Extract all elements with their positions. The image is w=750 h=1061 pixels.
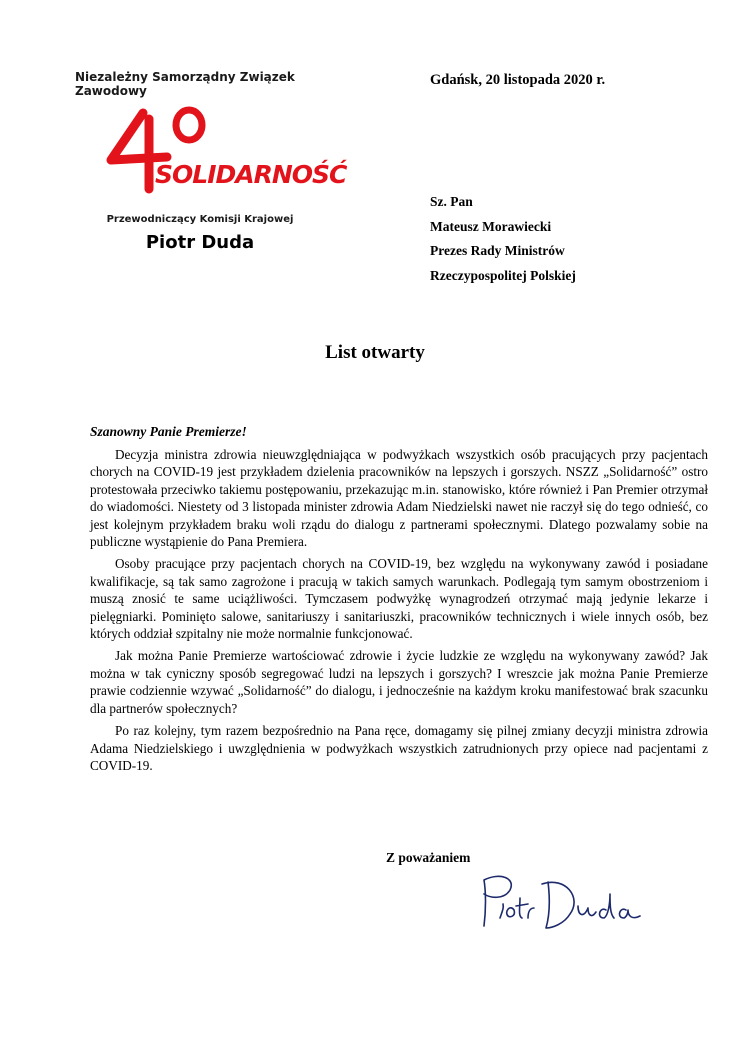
logo-wordmark: SOLIDARNOŚĆ [155, 160, 347, 189]
organization-name: Niezależny Samorządny Związek Zawodowy [75, 70, 295, 98]
recipient-line: Rzeczypospolitej Polskiej [430, 267, 576, 283]
recipient-line: Sz. Pan [430, 194, 473, 209]
letter-title: List otwarty [325, 342, 425, 363]
recipient-block [430, 194, 576, 292]
letter-body [90, 446, 708, 779]
body-paragraph: Jak można Panie Premierze wartościować zdrowie i życie ludzkie ze względu na wykonywany zawód? Jak można w tak cyniczny sposób segregować ludzi na lepszych i gorszych? I wreszcie jak można Panie Premierze prawie codziennie wzywać „Solidarność” do dialogu, i jednocześnie na każdym kroku manifestować brak szacunku dla partnerów społecznych? [90, 648, 708, 716]
recipient-line: Prezes Rady Ministrów [430, 243, 565, 258]
body-paragraph: Osoby pracujące przy pacjentach chorych na COVID-19, bez względu na wykonywany zawód i posiadane kwalifikacje, są tak samo zagrożone i pracują w takich samych warunkach. Podlegają tym samym obostrzeniom i muszą znosić te same uciążliwości. Tymczasem podwyżkę wynagrodzeń otrzymać mają jedynie lekarze i pielęgniarki. Pominięto salowe, sanitariuszy i sanitariuszki, pracowników technicznych i wiele innych osób, bez których oddział szpitalny nie może normalnie funkcjonować. [90, 556, 708, 642]
body-paragraph: Decyzja ministra zdrowia nieuwzględniająca w podwyżkach wszystkich osób pracujących przy pacjentach chorych na COVID-19 jest przykładem dzielenia pracowników na lepszych i gorszych. NSZZ „Solidarność” ostro protestowała przeciwko takiemu postępowaniu, przekazując m.in. stanowisko, które również i Pan Premier otrzymał do wiadomości. Niestety od 3 listopada minister zdrowia Adam Niedzielski nawet nie raczył się do tego odnieść, co jest kolejnym przykładem braku woli rządu do dialogu z partnerami społecznymi. Dlatego pozwalamy sobie na publiczne wystąpienie do Pana Premiera. [90, 447, 708, 550]
chair-title: Przewodniczący Komisji Krajowej [106, 214, 294, 225]
solidarnosc-40-logo [103, 105, 347, 200]
salutation: Szanowny Panie Premierze! [90, 424, 247, 439]
recipient-line: Mateusz Morawiecki [430, 218, 552, 234]
body-paragraph: Po raz kolejny, tym razem bezpośrednio na Pana ręce, domagamy się pilnej zmiany decyzji ministra zdrowia Adama Niedzielskiego i uwzględnienia w podwyżkach wszystkich zatrudnionych przy opiece nad pacjentami z COVID-19. [90, 723, 708, 773]
chair-name: Piotr Duda [145, 232, 255, 253]
place-date: Gdańsk, 20 listopada 2020 r. [430, 72, 606, 88]
handwritten-signature [470, 868, 650, 938]
closing: Z poważaniem [386, 850, 471, 865]
